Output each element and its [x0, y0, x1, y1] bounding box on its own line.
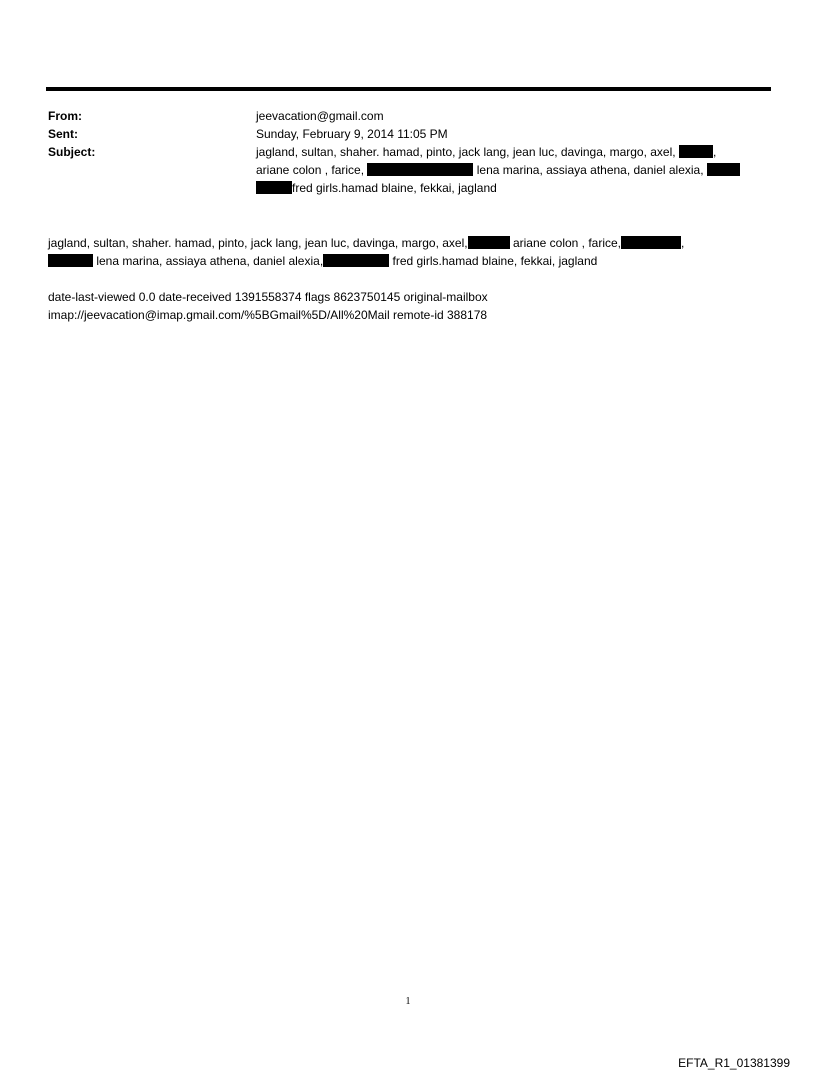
subject-text: , — [712, 145, 717, 159]
sent-label: Sent: — [48, 127, 78, 141]
body-text: , — [681, 236, 685, 250]
redaction-block — [707, 163, 740, 176]
from-value: jeevacation@gmail.com — [256, 109, 384, 123]
subject-value — [256, 143, 768, 197]
redaction-block — [48, 254, 93, 267]
body-text: lena marina, assiaya athena, daniel alexia, — [96, 254, 324, 268]
redaction-block — [621, 236, 681, 249]
sent-value: Sunday, February 9, 2014 11:05 PM — [256, 127, 448, 141]
body-text: fred girls.hamad blaine, fekkai, jagland — [392, 254, 598, 268]
from-label: From: — [48, 109, 82, 123]
subject-label: Subject: — [48, 145, 96, 159]
subject-text: fred girls.hamad blaine, fekkai, jagland — [292, 181, 497, 195]
bates-number: EFTA_R1_01381399 — [678, 1056, 790, 1070]
redaction-block — [323, 254, 389, 267]
subject-text: jagland, sultan, shaher. hamad, pinto, jack lang, jean luc, davinga, margo, axel, — [256, 145, 676, 159]
body-text: ariane colon , farice, — [512, 236, 622, 250]
subject-text: lena marina, assiaya athena, daniel alexia, — [476, 163, 704, 177]
subject-text: ariane colon , farice, — [256, 163, 365, 177]
body-recipients-line-2 — [48, 252, 778, 270]
redaction-block — [468, 236, 510, 249]
redaction-block — [679, 145, 713, 158]
redaction-block — [256, 181, 292, 194]
body-text: jagland, sultan, shaher. hamad, pinto, jack lang, jean luc, davinga, margo, axel, — [48, 236, 468, 250]
body-recipients-line-1 — [48, 234, 778, 252]
header-rule — [46, 87, 771, 91]
redaction-block — [367, 163, 473, 176]
page-number: 1 — [405, 996, 411, 1007]
metadata-line-1: date-last-viewed 0.0 date-received 1391558374 flags 8623750145 original-mailbox — [48, 290, 488, 304]
metadata-line-2: imap://jeevacation@imap.gmail.com/%5BGmail%5D/All%20Mail remote-id 388178 — [48, 308, 488, 322]
